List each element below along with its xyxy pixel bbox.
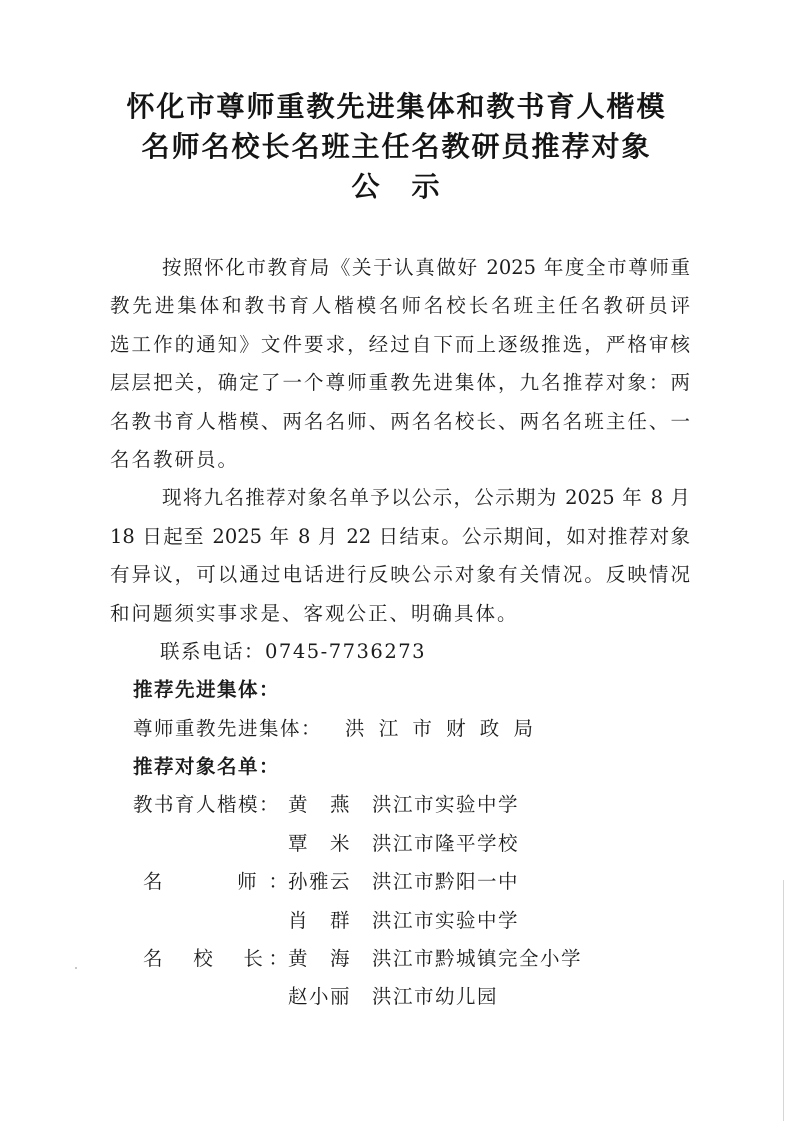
candidate-category: 名 师： bbox=[143, 870, 288, 894]
candidate-school: 洪江市实验中学 bbox=[372, 793, 520, 817]
candidate-name: 赵小丽 bbox=[288, 985, 352, 1009]
candidate-row bbox=[133, 825, 733, 863]
candidate-name: 肖 群 bbox=[288, 908, 352, 932]
paragraph-1-line-3: 选工作的通知》文件要求，经过自下而上逐级推选，严格审核 bbox=[110, 332, 690, 356]
paragraph-1-line-5: 名教书育人楷模、两名名师、两名名校长、两名名班主任、一 bbox=[110, 409, 690, 433]
document-title bbox=[0, 87, 793, 207]
candidate-category: 名 校 长： bbox=[143, 947, 288, 971]
document-body bbox=[0, 249, 793, 1017]
candidate-name: 黄 海 bbox=[288, 947, 352, 971]
candidate-school: 洪江市黔城镇完全小学 bbox=[372, 947, 583, 971]
title-line-3: 公 示 bbox=[351, 170, 442, 203]
candidates-heading: 推荐对象名单： bbox=[133, 755, 281, 779]
scan-artifact-line bbox=[783, 880, 784, 1121]
candidate-school: 洪江市黔阳一中 bbox=[372, 870, 520, 894]
candidate-category: 教书育人楷模： bbox=[133, 793, 281, 817]
collective-heading: 推荐先进集体： bbox=[133, 678, 281, 702]
candidate-name: 孙雅云 bbox=[288, 870, 352, 894]
paragraph-1-line-6: 名名教研员。 bbox=[110, 447, 240, 471]
paragraph-1-line-2: 教先进集体和教书育人楷模名师名校长名班主任名教研员评 bbox=[110, 294, 690, 318]
contact-phone: 联系电话：0745-7736273 bbox=[160, 639, 427, 663]
candidate-row bbox=[133, 978, 733, 1016]
collective-label: 尊师重教先进集体： bbox=[133, 716, 323, 740]
candidate-row bbox=[133, 863, 733, 901]
candidate-row bbox=[133, 786, 733, 824]
paragraph-2-line-4: 和问题须实事求是、客观公正、明确具体。 bbox=[110, 601, 519, 625]
candidate-row bbox=[133, 902, 733, 940]
paragraph-2-line-1: 现将九名推荐对象名单予以公示，公示期为 2025 年 8 月 bbox=[162, 486, 690, 510]
paragraph-2-line-2: 18 日起至 2025 年 8 月 22 日结束。公示期间，如对推荐对象 bbox=[110, 524, 690, 548]
candidate-school: 洪江市隆平学校 bbox=[372, 831, 520, 855]
candidate-row bbox=[133, 940, 733, 978]
collective-value: 洪 江 市 财 政 局 bbox=[345, 716, 537, 740]
candidate-name: 黄 燕 bbox=[288, 793, 352, 817]
candidate-school: 洪江市实验中学 bbox=[372, 908, 520, 932]
collective-row bbox=[133, 710, 733, 748]
title-line-1: 怀化市尊师重教先进集体和教书育人楷模 bbox=[126, 90, 667, 123]
candidate-name: 覃 米 bbox=[288, 831, 352, 855]
paragraph-1-line-4: 层层把关，确定了一个尊师重教先进集体，九名推荐对象：两 bbox=[110, 371, 690, 395]
paragraph-2-line-3: 有异议，可以通过电话进行反映公示对象有关情况。反映情况 bbox=[110, 563, 690, 587]
scan-artifact-dot bbox=[75, 967, 77, 969]
paragraph-1-line-1: 按照怀化市教育局《关于认真做好 2025 年度全市尊师重 bbox=[162, 256, 690, 279]
title-line-2: 名师名校长名班主任名教研员推荐对象 bbox=[141, 130, 652, 163]
candidate-school: 洪江市幼儿园 bbox=[372, 985, 499, 1009]
